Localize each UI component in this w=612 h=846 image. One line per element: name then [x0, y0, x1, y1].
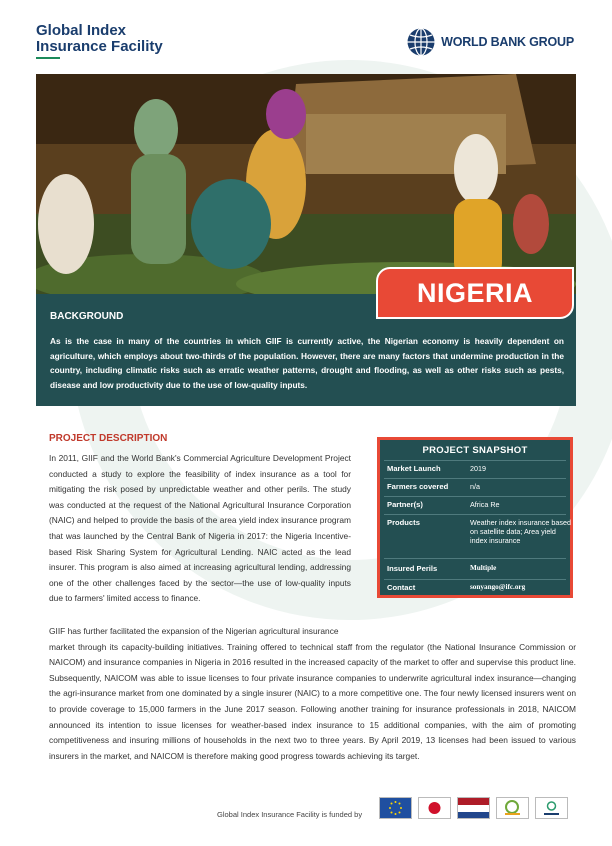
- logo-line-2: Insurance Facility: [36, 38, 163, 55]
- funder-logo-4: [496, 797, 529, 819]
- snapshot-row-insured-perils: [384, 558, 566, 579]
- snapshot-value: 2019: [470, 464, 486, 473]
- netherlands-flag-logo: [457, 797, 490, 819]
- snapshot-row-market-launch: [384, 460, 566, 478]
- paragraph-2-first-line: GIIF has further facilitated the expansion of the Nigerian agricultural insurance: [49, 626, 339, 636]
- project-description-title: PROJECT DESCRIPTION: [49, 433, 168, 444]
- logo-line-1: Global Index: [36, 22, 127, 39]
- world-bank-logo: [406, 27, 574, 57]
- project-description-paragraph-2: [49, 624, 576, 764]
- country-name-tab: [376, 267, 574, 319]
- country-name: NIGERIA: [416, 277, 533, 308]
- hero-photo: [36, 74, 576, 296]
- background-title: BACKGROUND: [50, 311, 124, 322]
- background-text: As is the case in many of the countries in which GIIF is currently active, the Nigerian economy is heavily dependent on agriculture, which employs about two-thirds of the population. However, there are many factors that undermine production in the country, including climatic risks such as erratic weather patterns, drought and flooding, as well as other risks such as pests, disease and low productivity due to the use of low-quality inputs.: [50, 336, 564, 390]
- world-bank-name: WORLD BANK GROUP: [441, 35, 574, 49]
- snapshot-key: Contact: [387, 583, 416, 592]
- snapshot-value: n/a: [470, 482, 480, 491]
- project-snapshot-box: [377, 437, 573, 598]
- logo-underline: [36, 57, 60, 59]
- snapshot-contact-email[interactable]: sonyango@ifc.org: [470, 583, 526, 591]
- snapshot-value: Africa Re: [470, 500, 500, 509]
- snapshot-key: Market Launch: [387, 464, 441, 473]
- snapshot-row-contact: [384, 579, 566, 597]
- snapshot-key: Insured Perils: [387, 564, 438, 573]
- globe-icon: [406, 27, 436, 57]
- project-description-paragraph-1: In 2011, GIIF and the World Bank's Commercial Agriculture Development Project conducted a study to explore the feasibility of index insurance as a tool for mitigating the risk posed by unpredictable weather and other perils. The study was conducted at the request of the National Agricultural Insurance Corporation (NAIC) and helped to provide the basis of the area yield index insurance program that was launched by the Central Bank of Nigeria in 2017: the Nigeria Incentive-based Risk Sharing System for Agricultural Lending. NAIC acted as the lead insurer. This program is also aimed at increasing agricultural lending, addressing one of the other challenges faced by the sector—the use of low-quality inputs due to farmers' limited access to finance.: [49, 453, 351, 604]
- snapshot-row-farmers-covered: [384, 478, 566, 496]
- snapshot-row-partners: [384, 496, 566, 514]
- paragraph-2-body: market through its capacity-building initiatives. Training offered to technical staff from the regulator (the National Insurance Commission or NAICOM) and insurance companies in Nigeria in 2016 resulted in the increased capacity of the market to offer and supervise this product line. Subsequently, NAICOM was able to issue licenses to four private insurance companies to underwrite agricultural index insurance—changing the agri-insurance market from one dominated by a single insurer (NAIC) to a more competitive one. The four newly licensed insurers went on to provide coverage to 15,000 farmers in the June 2017 season. Following another training for insurance professionals in 2018, NAICOM announced its intention to issue licenses for weather-based index insurance to 15 additional companies, with the aim of promoting competitiveness and insuring millions of households in the next two to three years. By April 2019, 13 licenses had been issued to various insurers in the market, and NAICOM is therefore making good progress towards achieving its target.: [49, 641, 576, 761]
- snapshot-key: Partner(s): [387, 500, 423, 509]
- funder-logos: [379, 797, 568, 819]
- japan-flag-logo: [418, 797, 451, 819]
- funder-logo-5: [535, 797, 568, 819]
- funded-by-text: Global Index Insurance Facility is funded by: [217, 810, 363, 819]
- snapshot-row-products: [384, 514, 571, 559]
- giif-logo: [36, 23, 163, 59]
- eu-flag-logo: [379, 797, 412, 819]
- snapshot-value: Weather index insurance based on satellite data; Area yield index insurance: [470, 518, 571, 545]
- snapshot-key: Products: [387, 518, 420, 527]
- snapshot-title: PROJECT SNAPSHOT: [422, 445, 528, 456]
- snapshot-value: Multiple: [470, 564, 497, 572]
- snapshot-key: Farmers covered: [387, 482, 449, 491]
